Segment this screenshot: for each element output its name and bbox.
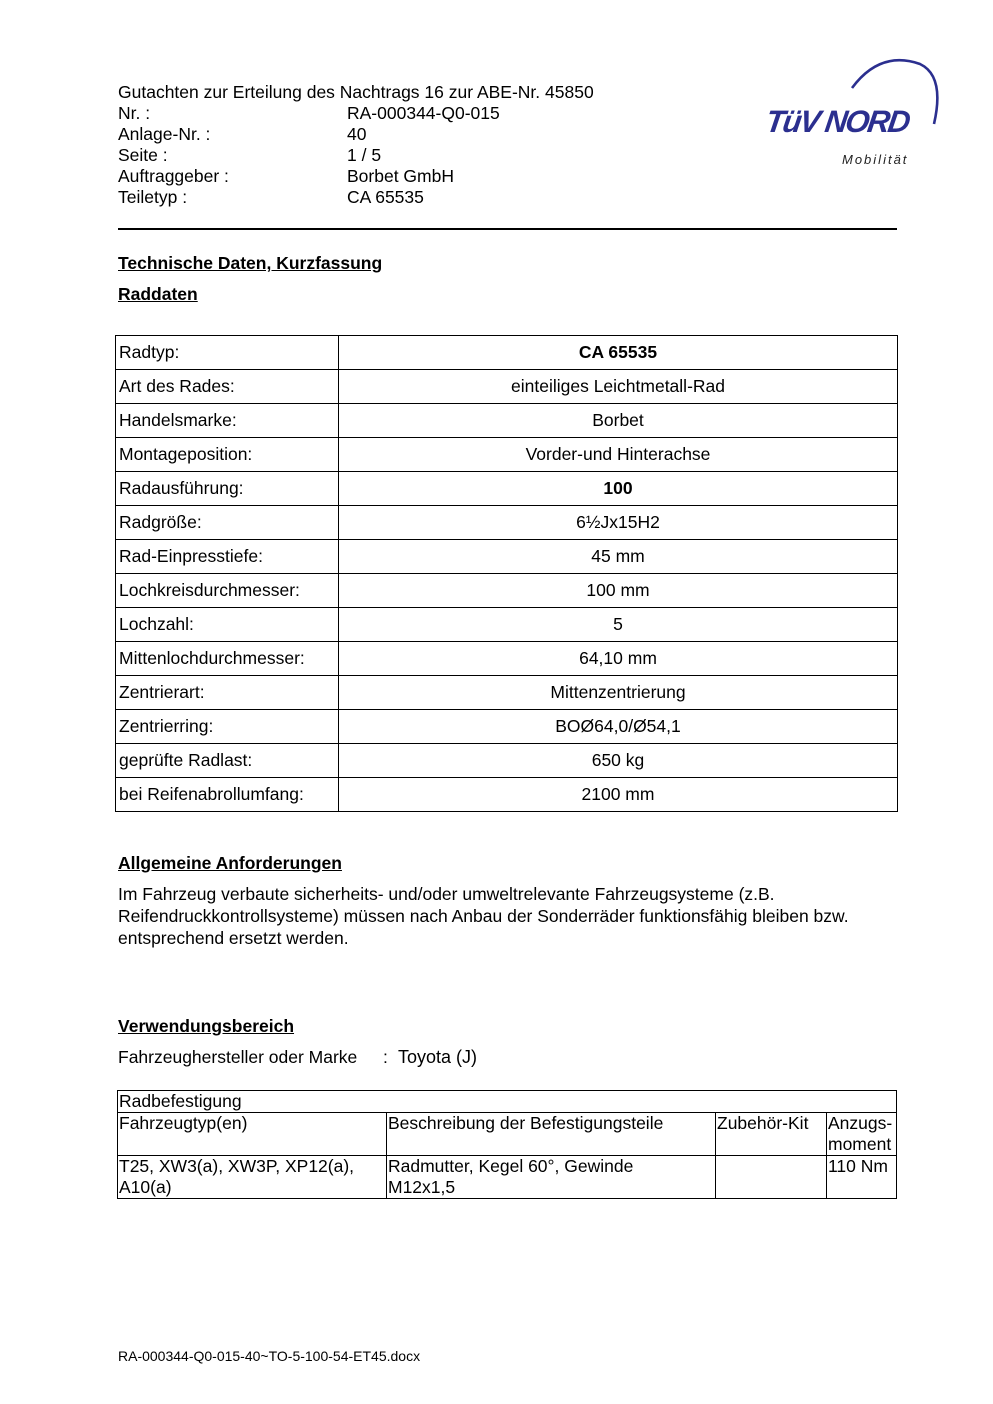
- table-row: [116, 506, 898, 540]
- footer-filename: RA-000344-Q0-015-40~TO-5-100-54-ET45.docx: [118, 1348, 421, 1364]
- hersteller-label: Fahrzeughersteller oder Marke: [118, 1047, 358, 1067]
- paragraph-line: entsprechend ersetzt werden.: [118, 928, 349, 948]
- row-label: Art des Rades:: [116, 370, 339, 404]
- row-label: Rad-Einpresstiefe:: [116, 540, 339, 574]
- table-row: [116, 370, 898, 404]
- radbefestigung-table: [117, 1090, 897, 1199]
- logo-brand-text: TüV NORD: [763, 104, 911, 139]
- row-value: CA 65535: [339, 336, 898, 370]
- table-row: [116, 744, 898, 778]
- cell-anzugsmoment: 110 Nm: [827, 1156, 897, 1199]
- row-label: Radtyp:: [116, 336, 339, 370]
- field-teiletyp-label: Teiletyp :: [118, 187, 188, 207]
- cell-fahrzeugtyp: [118, 1156, 387, 1199]
- heading-allgemeine-anforderungen: Allgemeine Anforderungen: [118, 853, 342, 873]
- row-label: Mittenlochdurchmesser:: [116, 642, 339, 676]
- allgemeine-paragraph: [118, 883, 908, 949]
- row-value: 2100 mm: [339, 778, 898, 812]
- table-row: [116, 574, 898, 608]
- hersteller-colon: :: [383, 1047, 388, 1067]
- header-beschreibung: Beschreibung der Befestigungsteile: [387, 1113, 716, 1156]
- header-divider: [118, 228, 897, 230]
- field-nr-label: Nr. :: [118, 103, 151, 123]
- paragraph-line: Im Fahrzeug verbaute sicherheits- und/oder umweltrelevante Fahrzeugsysteme (z.B.: [118, 884, 775, 904]
- field-nr-value: RA-000344-Q0-015: [347, 103, 500, 123]
- row-value: Vorder-und Hinterachse: [339, 438, 898, 472]
- logo-subtitle: Mobilität: [842, 152, 909, 167]
- row-value: einteiliges Leichtmetall-Rad: [339, 370, 898, 404]
- heading-technische-daten: Technische Daten, Kurzfassung: [118, 253, 383, 273]
- radbefestigung-title: Radbefestigung: [118, 1091, 897, 1113]
- field-teiletyp-value: CA 65535: [347, 187, 424, 207]
- header-anzugsmoment: [827, 1113, 897, 1156]
- table-row: [116, 438, 898, 472]
- tuv-nord-logo: [760, 58, 940, 168]
- table-row: [116, 472, 898, 506]
- row-label: bei Reifenabrollumfang:: [116, 778, 339, 812]
- table-row: [118, 1156, 897, 1199]
- field-seite-value: 1 / 5: [347, 145, 382, 165]
- row-label: Zentrierart:: [116, 676, 339, 710]
- cell-zubehoer-kit: [716, 1156, 827, 1199]
- row-value: 45 mm: [339, 540, 898, 574]
- header-fahrzeugtyp: Fahrzeugtyp(en): [118, 1113, 387, 1156]
- cell-beschreibung: [387, 1156, 716, 1199]
- field-anlage-label: Anlage-Nr. :: [118, 124, 211, 144]
- row-label: Radgröße:: [116, 506, 339, 540]
- cell-line: A10(a): [119, 1177, 172, 1197]
- table-row: [116, 778, 898, 812]
- row-value: 650 kg: [339, 744, 898, 778]
- hersteller-value: Toyota (J): [398, 1047, 478, 1067]
- table-row: [118, 1091, 897, 1113]
- row-value: 100: [339, 472, 898, 506]
- row-value: 5: [339, 608, 898, 642]
- field-seite-label: Seite :: [118, 145, 168, 165]
- row-value: 6½Jx15H2: [339, 506, 898, 540]
- header-zubehoer-kit: Zubehör-Kit: [716, 1113, 827, 1156]
- table-row: [116, 676, 898, 710]
- field-auftraggeber-value: Borbet GmbH: [347, 166, 454, 186]
- header-anzugsmoment-line1: Anzugs-: [828, 1113, 893, 1133]
- table-row: [116, 404, 898, 438]
- heading-verwendungsbereich: Verwendungsbereich: [118, 1016, 295, 1036]
- document-title: Gutachten zur Erteilung des Nachtrags 16 zur ABE-Nr. 45850: [118, 82, 594, 102]
- heading-raddaten: Raddaten: [118, 284, 198, 304]
- cell-line: M12x1,5: [388, 1177, 456, 1197]
- row-label: Montageposition:: [116, 438, 339, 472]
- row-label: Handelsmarke:: [116, 404, 339, 438]
- row-value: 64,10 mm: [339, 642, 898, 676]
- table-header-row: [118, 1113, 897, 1156]
- row-value: 100 mm: [339, 574, 898, 608]
- table-row: [116, 642, 898, 676]
- cell-line: Radmutter, Kegel 60°, Gewinde: [388, 1156, 634, 1176]
- row-label: Lochkreisdurchmesser:: [116, 574, 339, 608]
- row-label: Lochzahl:: [116, 608, 339, 642]
- cell-line: T25, XW3(a), XW3P, XP12(a),: [119, 1156, 355, 1176]
- table-row: [116, 608, 898, 642]
- row-value: BOØ64,0/Ø54,1: [339, 710, 898, 744]
- table-row: [116, 540, 898, 574]
- row-value: Borbet: [339, 404, 898, 438]
- row-label: Radausführung:: [116, 472, 339, 506]
- field-auftraggeber-label: Auftraggeber :: [118, 166, 229, 186]
- table-row: [116, 710, 898, 744]
- field-anlage-value: 40: [347, 124, 367, 144]
- row-label: Zentrierring:: [116, 710, 339, 744]
- row-value: Mittenzentrierung: [339, 676, 898, 710]
- wheel-data-table: [115, 335, 898, 812]
- table-row: [116, 336, 898, 370]
- header-anzugsmoment-line2: moment: [828, 1134, 892, 1154]
- paragraph-line: Reifendruckkontrollsysteme) müssen nach Anbau der Sonderräder funktionsfähig bleiben bzw.: [118, 906, 849, 926]
- row-label: geprüfte Radlast:: [116, 744, 339, 778]
